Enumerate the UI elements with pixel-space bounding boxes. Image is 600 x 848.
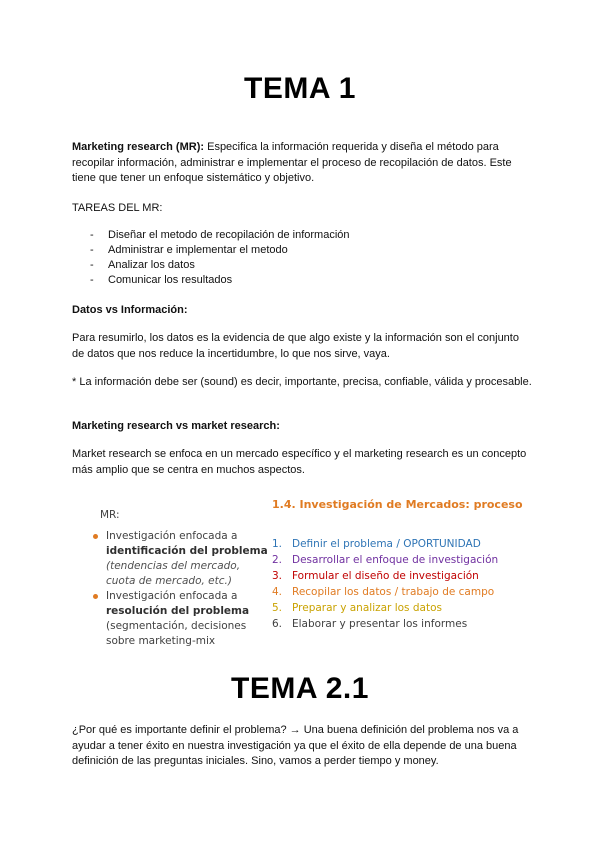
process-steps (272, 536, 499, 632)
mr-vs-heading: Marketing research vs market research: (72, 420, 280, 432)
slide-bullet: Investigación enfocada a identificación del problema (tendencias del mercado, cuota de mercado, etc.) (100, 529, 270, 589)
mr-definition (72, 140, 534, 187)
list-item: - Analizar los datos (90, 259, 195, 271)
bullet-dot-icon (93, 594, 98, 599)
process-step: 3. Formular el diseño de investigación (272, 570, 479, 582)
slide-mr-label: MR: (100, 509, 120, 521)
slide-bullet-bold: resolución del problema (106, 605, 250, 617)
process-step: 2. Desarrollar el enfoque de investigación (272, 554, 499, 566)
tareas-label: TAREAS DEL MR: (72, 202, 163, 214)
tema1-title: TEMA 1 (244, 72, 356, 105)
slide-mr-image (100, 508, 270, 649)
tema21-title: TEMA 2.1 (231, 672, 369, 705)
note-text: * La información debe ser (sound) es decir, importante, precisa, confiable, válida y procesable. (72, 376, 532, 388)
datos-heading: Datos vs Información: (72, 304, 188, 316)
process-step: 1. Definir el problema / OPORTUNIDAD (272, 538, 481, 550)
process-step: 4. Recopilar los datos / trabajo de campo (272, 586, 495, 598)
list-item: - Diseñar el metodo de recopilación de información (90, 229, 350, 241)
slide-process-title: 1.4. Investigación de Mercados: proceso (272, 498, 523, 511)
tareas-list (72, 228, 534, 288)
list-item: - Comunicar los resultados (90, 274, 233, 286)
bullet-dot-icon (93, 534, 98, 539)
mr-definition-term: Marketing research (MR): (72, 141, 205, 153)
list-item: - Administrar e implementar el metodo (90, 244, 288, 256)
mr-definition-text: Especifica la información requerida y diseña el método para recopilar información, administrar e implementar el proceso de recopilación de datos. Este tiene que tener un enfoque sistemático y objetivo. (72, 141, 512, 184)
slide-process-image (272, 496, 523, 632)
process-step: 5. Preparar y analizar los datos (272, 602, 442, 614)
slide-bullet: Investigación enfocada a resolución del problema (segmentación, decisiones sobre marketing-mix (100, 589, 270, 649)
datos-text: Para resumirlo, los datos es la evidencia de que algo existe y la información son el conjunto de datos que nos reduce la incertidumbre, lo que nos sirve, vaya. (72, 332, 519, 360)
process-step: 6. Elaborar y presentar los informes (272, 618, 468, 630)
slide-bullet-italic: (tendencias del mercado, cuota de mercado, etc.) (106, 560, 241, 587)
mr-vs-text: Market research se enfoca en un mercado específico y el marketing research es un concepto más amplio que se centra en muchos aspectos. (72, 448, 527, 476)
tema21-text: ¿Por qué es importante definir el problema? → Una buena definición del problema nos va a ayudar a tener éxito en nuestra investigación ya que el éxito de ella depende de una buena definición de las preguntas iniciales. Sino, vamos a perder tiempo y money. (72, 724, 519, 767)
slide-bullet-bold: identificación del problema (106, 545, 268, 557)
